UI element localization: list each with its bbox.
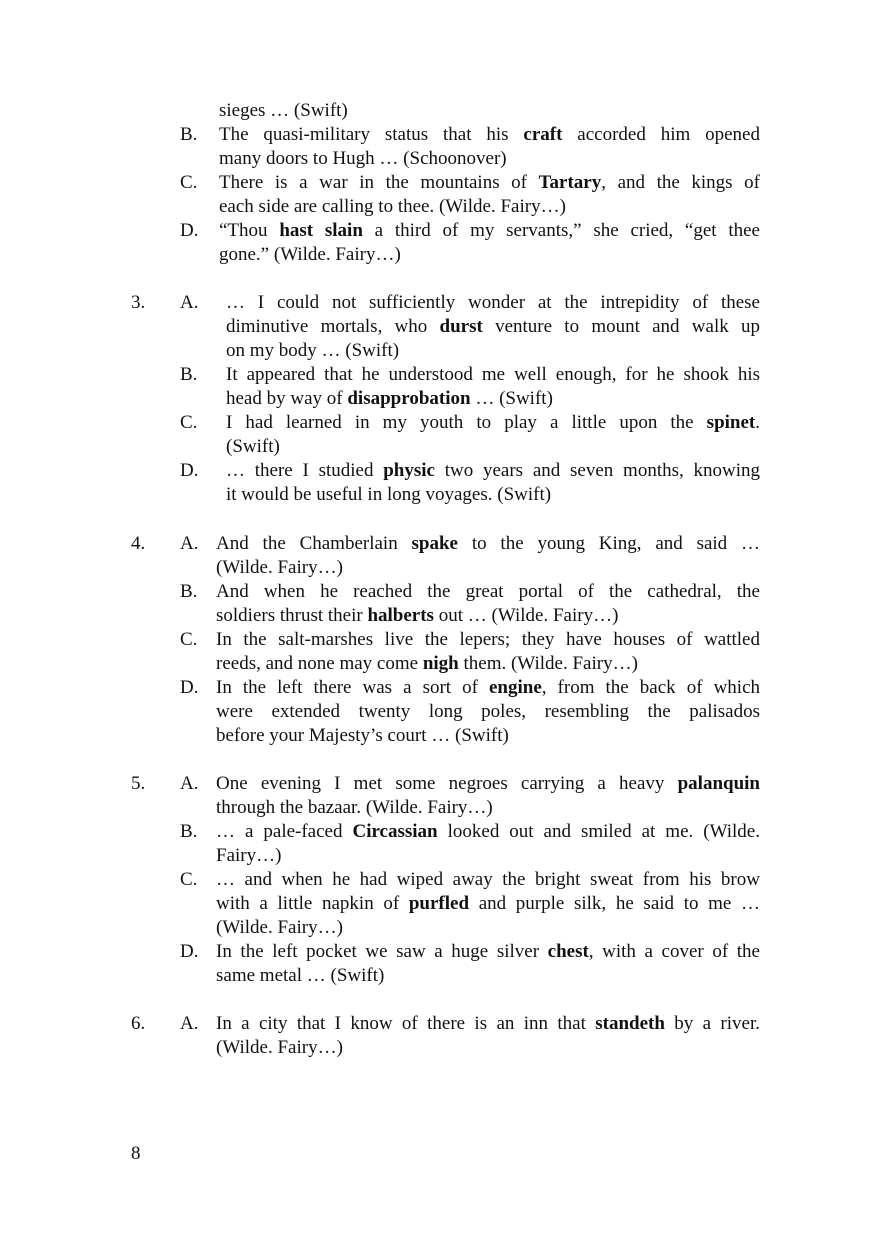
option-text: diminutive mortals, who durst venture to mount and walk up: [226, 316, 760, 337]
option-letter: D.: [180, 220, 199, 241]
option-text: In a city that I know of there is an inn that standeth by a river.: [216, 1013, 760, 1034]
option-letter: C.: [180, 412, 198, 433]
option-letter: B.: [180, 821, 198, 842]
option-letter: B.: [180, 124, 198, 145]
option-letter: A.: [180, 773, 199, 794]
continuation-line: sieges … (Swift): [219, 100, 348, 121]
option-text: In the left pocket we saw a huge silver chest, with a cover of the: [216, 941, 760, 962]
item-number: 5.: [131, 773, 146, 794]
keyword: physic: [383, 460, 435, 481]
option-text: before your Majesty’s court … (Swift): [216, 725, 509, 746]
keyword: disapprobation: [347, 388, 471, 409]
option-letter: A.: [180, 292, 199, 313]
item-number: 6.: [131, 1013, 146, 1034]
option-text: it would be useful in long voyages. (Swift): [226, 484, 552, 505]
option-text: One evening I met some negroes carrying a heavy palanquin: [216, 773, 760, 794]
keyword: palanquin: [677, 773, 760, 794]
option-text: soldiers thrust their halberts out … (Wilde. Fairy…): [216, 605, 619, 626]
option-text: I had learned in my youth to play a little upon the spinet.: [226, 412, 760, 433]
keyword: standeth: [595, 1013, 665, 1034]
option-text: head by way of disapprobation … (Swift): [226, 388, 553, 409]
option-letter: D.: [180, 941, 199, 962]
item-number: 3.: [131, 292, 146, 313]
option-text: reeds, and none may come nigh them. (Wilde. Fairy…): [216, 653, 638, 674]
option-letter: B.: [180, 364, 198, 385]
option-text: (Wilde. Fairy…): [216, 557, 343, 578]
option-text: In the salt-marshes live the lepers; they have houses of wattled: [216, 629, 760, 650]
option-text: many doors to Hugh … (Schoonover): [219, 148, 507, 169]
option-text: … I could not sufficiently wonder at the intrepidity of these: [226, 292, 760, 313]
keyword: craft: [523, 124, 563, 145]
option-text: (Wilde. Fairy…): [216, 1037, 343, 1058]
keyword: Circassian: [352, 821, 438, 842]
option-text: And when he reached the great portal of the cathedral, the: [216, 581, 760, 602]
option-letter: C.: [180, 629, 198, 650]
option-letter: C.: [180, 172, 198, 193]
option-text: … a pale-faced Circassian looked out and smiled at me. (Wilde.: [216, 821, 760, 842]
option-letter: A.: [180, 533, 199, 554]
keyword: halberts: [367, 605, 434, 626]
keyword: engine: [488, 677, 542, 698]
option-text: In the left there was a sort of engine, from the back of which: [216, 677, 760, 698]
keyword: nigh: [422, 653, 459, 674]
keyword: Tartary: [538, 172, 602, 193]
keyword: purfled: [408, 893, 470, 914]
keyword: hast slain: [279, 220, 363, 241]
option-text: It appeared that he understood me well enough, for he shook his: [226, 364, 760, 385]
option-text: each side are calling to thee. (Wilde. Fairy…): [219, 196, 566, 217]
option-text: The quasi-military status that his craft accorded him opened: [219, 124, 760, 145]
option-letter: D.: [180, 460, 199, 481]
option-letter: C.: [180, 869, 198, 890]
option-text: Fairy…): [216, 845, 282, 866]
keyword: chest: [547, 941, 589, 962]
keyword: durst: [439, 316, 483, 337]
keyword: spinet: [706, 412, 756, 433]
option-letter: A.: [180, 1013, 199, 1034]
option-text: same metal … (Swift): [216, 965, 385, 986]
option-text: on my body … (Swift): [226, 340, 400, 361]
option-text: were extended twenty long poles, resembling the palisados: [216, 701, 760, 722]
option-text: gone.” (Wilde. Fairy…): [219, 244, 401, 265]
item-number: 4.: [131, 533, 146, 554]
option-letter: D.: [180, 677, 199, 698]
option-text: And the Chamberlain spake to the young King, and said …: [216, 533, 761, 554]
option-text: … and when he had wiped away the bright sweat from his brow: [216, 869, 760, 890]
page-number: 8: [131, 1143, 141, 1164]
option-text: … there I studied physic two years and seven months, knowing: [226, 460, 760, 481]
option-text: with a little napkin of purfled and purple silk, he said to me …: [216, 893, 760, 914]
option-text: (Swift): [226, 436, 280, 457]
option-letter: B.: [180, 581, 198, 602]
option-text: “Thou hast slain a third of my servants,” she cried, “get thee: [219, 220, 760, 241]
option-text: (Wilde. Fairy…): [216, 917, 343, 938]
keyword: spake: [411, 533, 458, 554]
option-text: There is a war in the mountains of Tartary, and the kings of: [219, 172, 760, 193]
option-text: through the bazaar. (Wilde. Fairy…): [216, 797, 493, 818]
